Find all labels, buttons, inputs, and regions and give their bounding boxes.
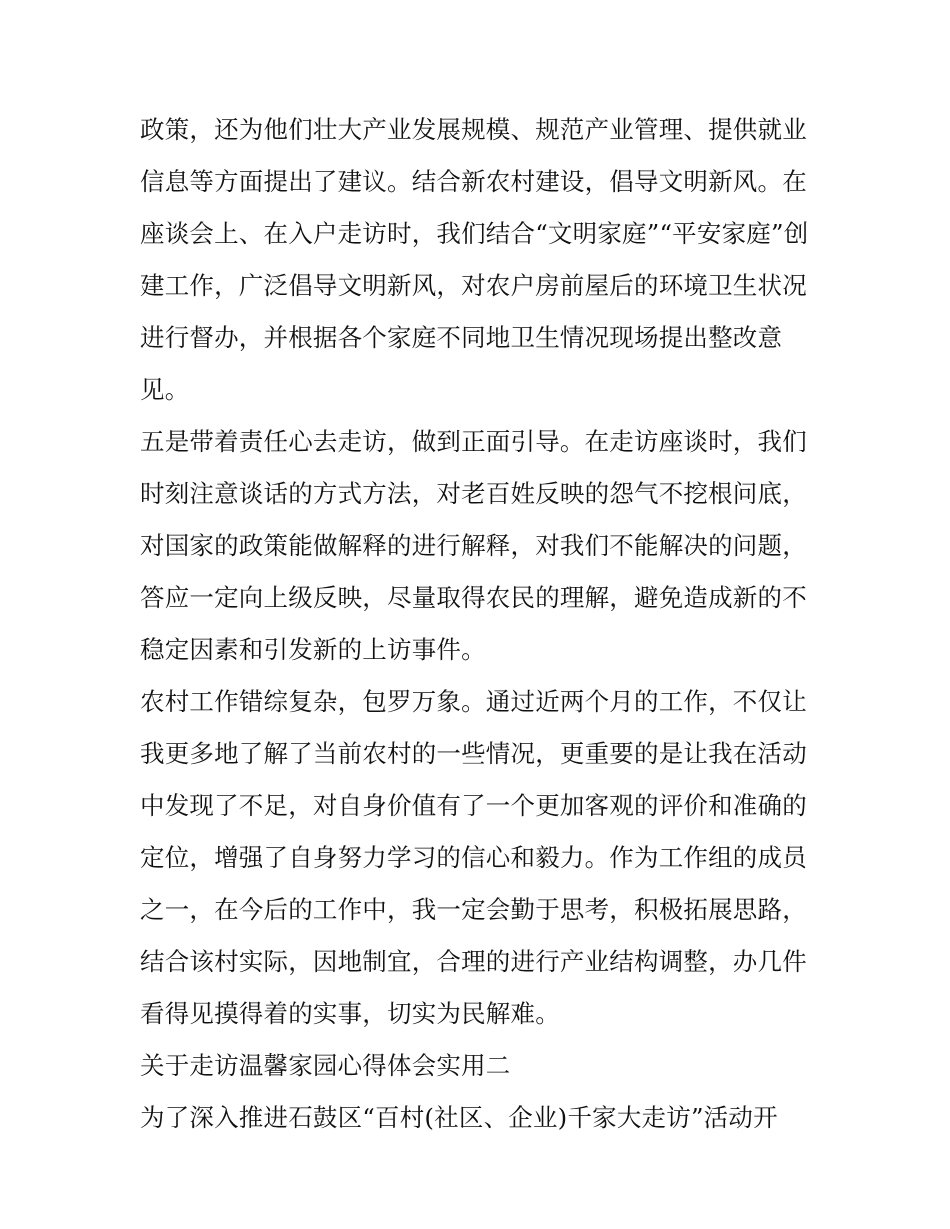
text-line: 建工作，广泛倡导文明新风，对农户房前屋后的环境卫生状况: [140, 271, 807, 300]
text-line: 结合该村实际，因地制宜，合理的进行产业结构调整，办几件: [140, 947, 807, 976]
text-line: 稳定因素和引发新的上访事件。: [140, 635, 486, 664]
text-line: 农村工作错综复杂，包罗万象。通过近两个月的工作，不仅让: [140, 687, 807, 716]
text-line: 我更多地了解了当前农村的一些情况，更重要的是让我在活动: [140, 739, 807, 768]
text-line: 时刻注意谈话的方式方法，对老百姓反映的怨气不挖根问底，: [140, 479, 807, 508]
document-body: [140, 104, 830, 1144]
text-line: 中发现了不足，对自身价值有了一个更加客观的评价和准确的: [140, 791, 807, 820]
text-line: 进行督办，并根据各个家庭不同地卫生情况现场提出整改意: [140, 323, 783, 352]
text-line: 政策，还为他们壮大产业发展规模、规范产业管理、提供就业: [140, 115, 807, 144]
text-line: 五是带着责任心去走访，做到正面引导。在走访座谈时，我们: [140, 427, 807, 456]
text-line: 之一，在今后的工作中，我一定会勤于思考，积极拓展思路，: [140, 895, 807, 924]
text-line: 为了深入推进石鼓区“百村(社区、企业)千家大走访”活动开: [140, 1103, 778, 1132]
text-line: 答应一定向上级反映，尽量取得农民的理解，避免造成新的不: [140, 583, 807, 612]
text-line: 信息等方面提出了建议。结合新农村建设，倡导文明新风。在: [140, 167, 807, 196]
text-line: 看得见摸得着的实事，切实为民解难。: [140, 999, 560, 1028]
text-line: 定位，增强了自身努力学习的信心和毅力。作为工作组的成员: [140, 843, 807, 872]
section-heading: 关于走访温馨家园心得体会实用二: [140, 1051, 511, 1080]
text-line: 座谈会上、在入户走访时，我们结合“文明家庭”“平安家庭”创: [140, 219, 809, 248]
text-line: 对国家的政策能做解释的进行解释，对我们不能解决的问题，: [140, 531, 807, 560]
text-line: 见。: [140, 375, 190, 404]
